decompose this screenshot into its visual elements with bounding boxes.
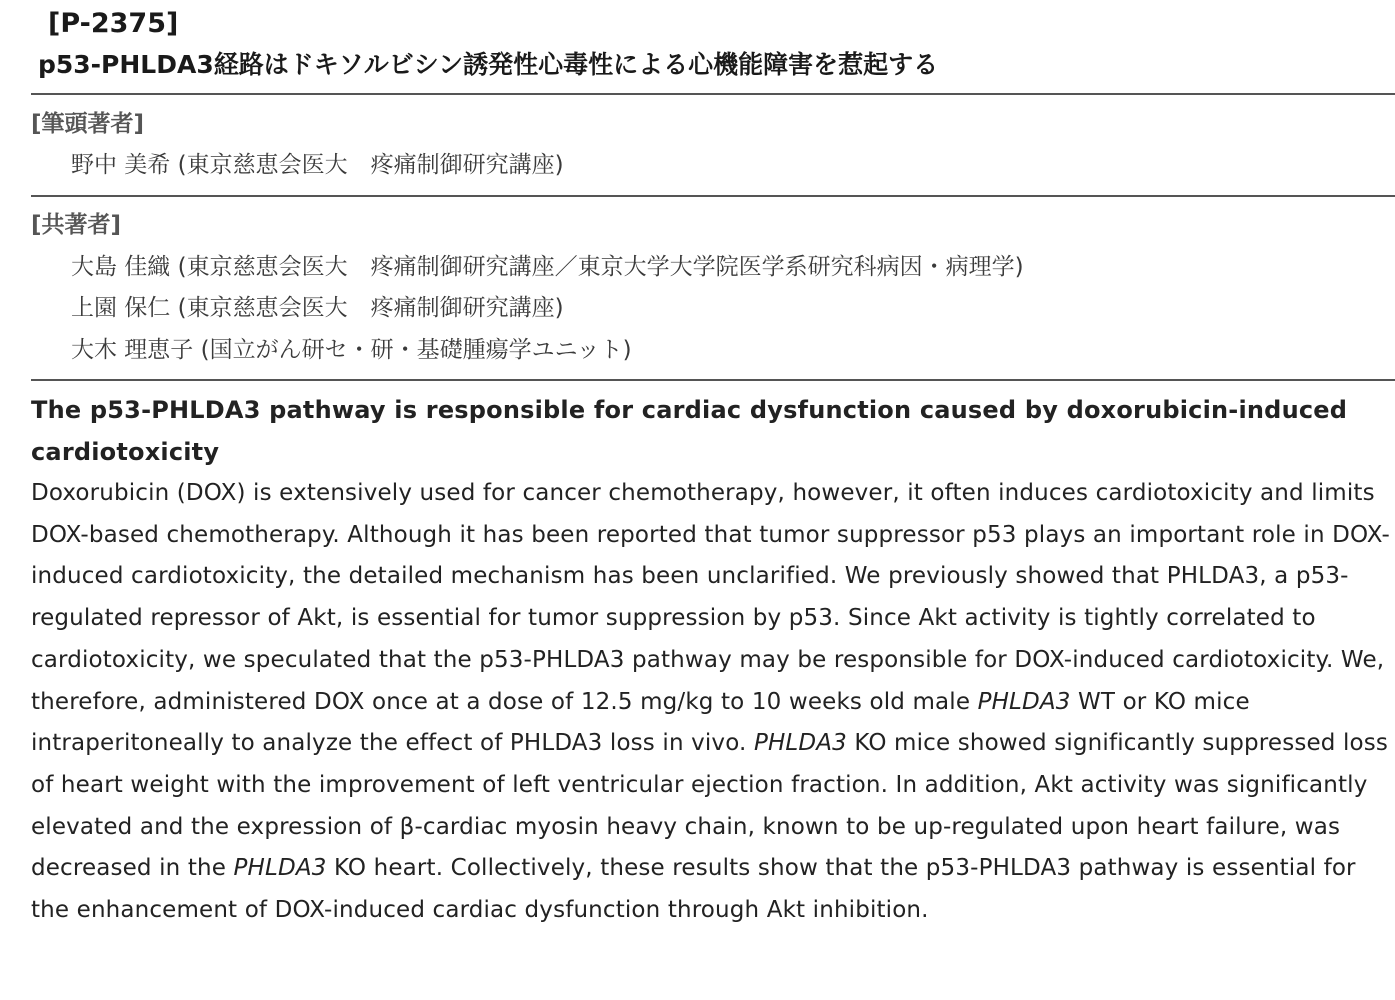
coauthor-entry: 大島 佳織 (東京慈恵会医大 疼痛制御研究講座／東京大学大学院医学系研究科病因・病理学)	[71, 254, 1024, 280]
japanese-title: p53-PHLDA3経路はドキソルビシン誘発性心毒性による心機能障害を惹起する	[38, 50, 939, 79]
divider	[31, 93, 1395, 95]
abstract-text: KO heart. Collectively, these results show that the p53-PHLDA3 pathway is essential for the enhancement of DOX-induced cardiac dysfunction through Akt inhibition.	[31, 855, 1356, 924]
first-author-entry: 野中 美希 (東京慈恵会医大 疼痛制御研究講座)	[71, 152, 564, 178]
gene-name: PHLDA3	[233, 855, 327, 882]
abstract-text: Doxorubicin (DOX) is extensively used for cancer chemotherapy, however, it often induces cardiotoxicity and limits DOX-based chemotherapy. Although it has been reported that tumor suppressor p53 plays an important role in DOX-induced cardiotoxicity, the detailed mechanism has been unclarified. We previously showed that PHLDA3, a p53-regulated repressor of Akt, is essential for tumor suppression by p53. Since Akt activity is tightly correlated to cardiotoxicity, we speculated that the p53-PHLDA3 pathway may be responsible for DOX-induced cardiotoxicity. We, therefore, administered DOX once at a dose of 12.5 mg/kg to 10 weeks old male	[31, 480, 1390, 715]
gene-name: PHLDA3	[977, 688, 1071, 715]
divider	[31, 379, 1395, 381]
coauthors-label: [共著者]	[31, 212, 122, 238]
abstract-text: KO mice showed significantly suppressed loss of heart weight with the improvement of left ventricular ejection fraction. In addition, Akt activity was significantly elevated and the expression of β-cardiac myosin heavy chain, known to be up-regulated upon heart failure, was decreased in the	[31, 730, 1389, 882]
gene-name: PHLDA3	[753, 730, 847, 757]
poster-id: [P-2375]	[48, 8, 179, 39]
abstract-text: WT or KO mice intraperitoneally to analyze the effect of PHLDA3 loss in vivo.	[31, 688, 1250, 757]
first-author-label: [筆頭著者]	[31, 111, 145, 137]
coauthor-entry: 大木 理恵子 (国立がん研セ・研・基礎腫瘍学ユニット)	[71, 337, 632, 363]
abstract-body	[31, 473, 1393, 932]
english-title: The p53-PHLDA3 pathway is responsible for cardiac dysfunction caused by doxorubicin-induced cardiotoxicity	[31, 396, 1348, 466]
divider	[31, 195, 1395, 197]
coauthor-entry: 上園 保仁 (東京慈恵会医大 疼痛制御研究講座)	[71, 295, 564, 321]
